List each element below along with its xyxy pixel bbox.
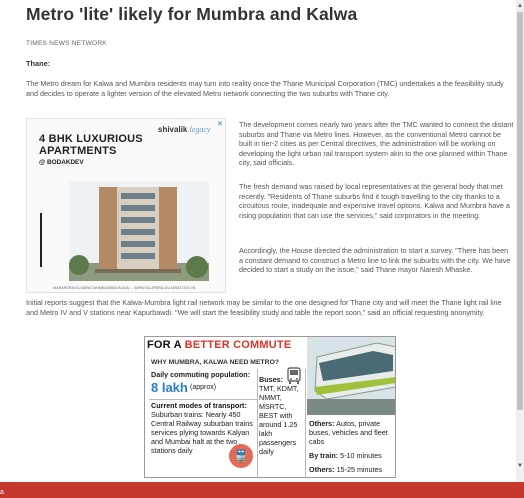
article-byline: TIMES NEWS NETWORK	[26, 40, 107, 47]
article-headline: Metro 'lite' likely for Mumbra and Kalwa	[26, 4, 358, 24]
train-time	[309, 451, 395, 460]
article-paragraph: The fresh demand was raised by local representatives at the general body that met recently. "Residents of Thane suburbs find it tough travelling to the city thanks to a circuitous route, inadequate and expensive travel options. Kalwa and Mumbra have a rising population that can use the services," said corporators in the meeting.	[239, 182, 510, 220]
buses-info	[259, 375, 305, 456]
others-time-value: 15-25 minutes	[336, 465, 383, 474]
other-modes-label: Others:	[309, 419, 335, 428]
buses-label: Buses:	[259, 375, 283, 384]
article-paragraph: The development comes nearly two years after the TMC wanted to connect the distant suburbs and Thane via Metro lines. However, as the conventional Metro cannot be built in tier-2 cities as per Central directives, the administration will be working on developing the light urban rail transport system akin to the one planned within Thane city, said officials.	[239, 120, 514, 168]
ad-divider	[40, 213, 42, 267]
infographic-title	[147, 339, 291, 351]
ad-brand-name: shivalik	[158, 125, 188, 134]
others-time	[309, 465, 395, 474]
scroll-up-icon[interactable]: ▲	[517, 3, 523, 9]
daily-population-suffix: (approx)	[190, 384, 217, 391]
train-icon: 🚆	[229, 444, 253, 468]
infographic-divider	[305, 369, 306, 477]
ad-brand-logo	[158, 125, 210, 134]
infographic-question: WHY MUMBRA, KALWA NEED METRO?	[151, 359, 280, 366]
article-dateline: Thane:	[26, 59, 51, 68]
bottom-bar	[0, 482, 524, 498]
other-modes-text: Autos, private buses, vehicles and fleet cabs	[309, 419, 388, 446]
train-time-label: By train:	[309, 451, 339, 460]
transport-modes-label: Current modes of transport:	[151, 401, 247, 410]
ad-footer: MAHARERA/GUJARAT/AHMEDABAD/AUDA/... WWW.GUJRERA.GUJARAT.GOV.IN	[53, 286, 196, 290]
buses-text: TMT, KDMT, NMMT, MSRTC, BEST with around 1.25 lakh passengers daily	[259, 384, 299, 456]
commute-infographic	[144, 336, 396, 478]
infographic-title-prefix: FOR A	[147, 339, 185, 351]
infographic-title-highlight: BETTER COMMUTE	[184, 339, 292, 351]
infographic-divider	[257, 369, 258, 477]
scroll-down-icon[interactable]: ▼	[517, 463, 523, 469]
building-image	[69, 181, 209, 281]
article-paragraph: The Metro dream for Kalwa and Mumbra residents may turn into reality once the Thane Municipal Corporation (TMC) undertakes a the feasibility study and decides to operate a lighter version of the elevated Metro network connecting the two suburbs with Thane city.	[26, 79, 504, 98]
ad-brand-tag: legacy	[189, 125, 211, 134]
others-time-label: Others:	[309, 465, 335, 474]
other-modes	[309, 419, 395, 446]
bottom-bar-text: a	[0, 489, 4, 496]
train-time-value: 5-10 minutes	[340, 451, 382, 460]
scroll-thumb[interactable]	[517, 12, 523, 410]
metro-train-image	[307, 337, 396, 415]
infographic-divider	[149, 399, 257, 400]
ad-location: @ BODAKDEV	[39, 159, 84, 166]
ad-headline	[39, 133, 143, 157]
ad-headline-line2: APARTMENTS	[39, 145, 117, 157]
daily-population-label: Daily commuting population:	[151, 370, 251, 379]
vertical-scrollbar[interactable]	[516, 0, 524, 482]
article-paragraph: Initial reports suggest that the Kalwa-Mumbra light rail network may be similar to the one designed for Thane city and will meet the Thane light rail line and Metro IV and V stations near Kapurbawdi. "We will start the feasibility study and table the report soon," said an official requesting anonymity.	[26, 298, 502, 317]
ad-close-icon[interactable]: ✕	[217, 121, 223, 128]
advertisement-banner[interactable]	[26, 118, 226, 293]
daily-population-value: 8 lakh	[151, 380, 188, 395]
article-paragraph: Accordingly, the House directed the administration to start a survey. "There has been a constant demand to construct a Metro line to link the suburbs with the city. We have decided to start a study on the issue," said Thane mayor Naresh Mhaske.	[239, 246, 511, 275]
transport-modes-text: Suburban trains: Nearly 450 Central Railway suburban trains services plying towards Kalyan and Mumbai halt at the two stations daily	[151, 410, 253, 455]
ad-headline-line1: 4 BHK LUXURIOUS	[39, 133, 143, 145]
